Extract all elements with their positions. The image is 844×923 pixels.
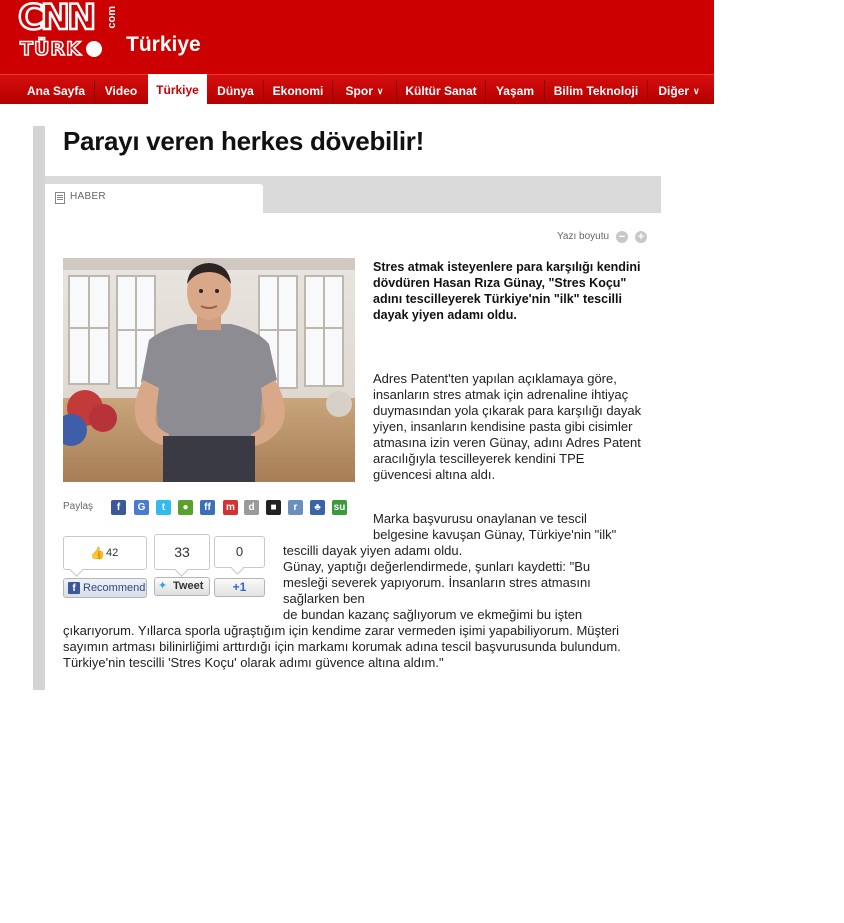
font-decrease-button[interactable]: − [616,231,628,243]
chevron-down-icon: ∨ [693,86,700,96]
nav-separator [485,80,486,102]
nav-item-label: Kültür Sanat [405,84,477,98]
tab-haber-label: HABER [70,191,106,202]
facebook-count-box [63,536,147,570]
logo-cnn-text: CNN [18,0,94,38]
stumbleupon-share-icon[interactable]: su [333,502,346,513]
nav-separator [544,80,545,102]
article-paragraph-3a: Günay, yaptığı değerlendirmede, şunları kaydetti: "Bu mesleği severek yapıyorum. İnsanların stres atmasını sağlarken ben [283,559,591,606]
logo-com-text: com [106,6,118,29]
myspace-share-icon[interactable]: m [223,500,238,515]
article-paragraph-1: Adres Patent'ten yapılan açıklamaya göre, insanların stres atmak için adrenaline ihtiyaç duymasından yola çıkarak para karşılığı dayak yiyen, insanların kendisine pasta gibi cisimler atmasına izin veren Günay, adını Adres Patent aracılığıyla tescilleyerek kendini TPE güvencesi altına aldı. [373,371,642,482]
cnnturk-logo[interactable] [18,0,118,60]
font-size-label: Yazı boyutu [557,231,610,242]
nav-item-label: Ekonomi [272,84,324,98]
reddit-share-icon[interactable]: r [288,500,303,515]
google-share-icon[interactable]: G [134,500,149,515]
count-tail [70,564,83,577]
myspace-people-share-icon[interactable]: ♣ [310,500,325,515]
article-left-bar [33,126,45,690]
tab-strip [45,176,661,213]
nav-separator [332,80,333,102]
tweet-count: 33 [174,544,190,560]
count-tail [175,564,188,577]
section-title: Türkiye [126,33,201,56]
nav-item-label: Spor [345,84,373,98]
logo-dot [86,41,102,57]
nav-item-türkiye[interactable] [148,74,207,104]
article-lead: Stres atmak isteyenlere para karşılığı kendini dövdüren Hasan Rıza Günay, "Stres Koçu" adını tescilleyerek Türkiye'nin "ilk" tescilli dayak yiyen adamı oldu. [373,260,641,322]
facebook-icon: f [68,582,80,594]
nav-item-ekonomi[interactable] [264,75,332,104]
nav-item-label: Video [104,84,138,98]
nav-item-video[interactable] [95,75,147,104]
delicious-share-icon[interactable]: ■ [266,500,281,515]
nav-separator [94,80,95,102]
nav-item-spor[interactable] [333,75,396,104]
nav-item-kültür-sanat[interactable] [397,75,485,104]
facebook-share-icon[interactable]: f [111,500,126,515]
nav-item-diğer[interactable] [648,75,710,104]
main-nav [0,74,714,104]
plusone-count: 0 [235,544,244,559]
site-header [0,0,714,103]
nav-item-label: Bilim Teknoloji [553,84,639,98]
thumbs-up-icon: 👍 [90,546,105,560]
logo-turk-text: TÜRK [20,38,82,60]
facebook-recommend-label: Recommend [83,582,146,594]
nav-separator [396,80,397,102]
font-increase-button[interactable]: + [635,231,647,243]
nav-item-yaşam[interactable] [486,75,544,104]
tweet-button[interactable] [154,577,210,596]
article-paragraph-2b: tescilli dayak yiyen adamı oldu. [283,543,463,558]
nav-separator [647,80,648,102]
nav-item-ana-sayfa[interactable] [18,75,94,104]
tab-haber[interactable] [45,184,263,213]
article-photo-illustration [63,258,355,482]
nav-item-dünya[interactable] [208,75,263,104]
twitter-share-icon[interactable]: t [156,500,171,515]
title-box [45,126,661,176]
nav-item-label: Yaşam [495,84,535,98]
plusone-button[interactable] [214,578,265,597]
facebook-count: 42 [106,547,119,559]
chevron-down-icon: ∨ [376,86,384,96]
digg-share-icon[interactable]: d [244,500,259,515]
buzz-share-icon[interactable]: ● [178,500,193,515]
tweet-count-box [154,534,210,570]
twitter-bird-icon: ✦ [158,580,168,592]
nav-item-label: Ana Sayfa [26,84,86,98]
nav-item-label: Diğer [658,84,690,98]
share-label: Paylaş [63,501,94,512]
article-photo [63,258,355,482]
article-paragraph-2a: Marka başvurusu onaylanan ve tescil belgesine kavuşan Günay, Türkiye'nin "ilk" [373,511,617,542]
plusone-label: +1 [232,580,247,594]
nav-item-label: Dünya [217,84,254,98]
facebook-recommend-button[interactable] [63,578,147,598]
plusone-count-box [214,536,265,568]
nav-separator [263,80,264,102]
page-title: Parayı veren herkes dövebilir! [63,126,424,156]
article-paragraph-3b: de bundan kazanç sağlıyorum ve ekmeğimi bu işten çıkarıyorum. Yıllarca sporla uğraştığım için kendime zarar vermeden işimi yapabiliyorum. Müşteri sayımın artması bilinirliğimi arttırdığı için markamı korumak adına tescil başvurusunda bulundum. Türkiye'nin tescilli 'Stres Koçu' olarak adımı güvence altına aldım." [63,607,621,670]
tweet-label: Tweet [173,580,204,592]
nav-item-bilim-teknoloji[interactable] [545,75,647,104]
document-icon [55,192,65,204]
nav-item-label: Türkiye [156,83,199,97]
count-tail [231,562,244,575]
friendfeed-share-icon[interactable]: ff [200,500,215,515]
